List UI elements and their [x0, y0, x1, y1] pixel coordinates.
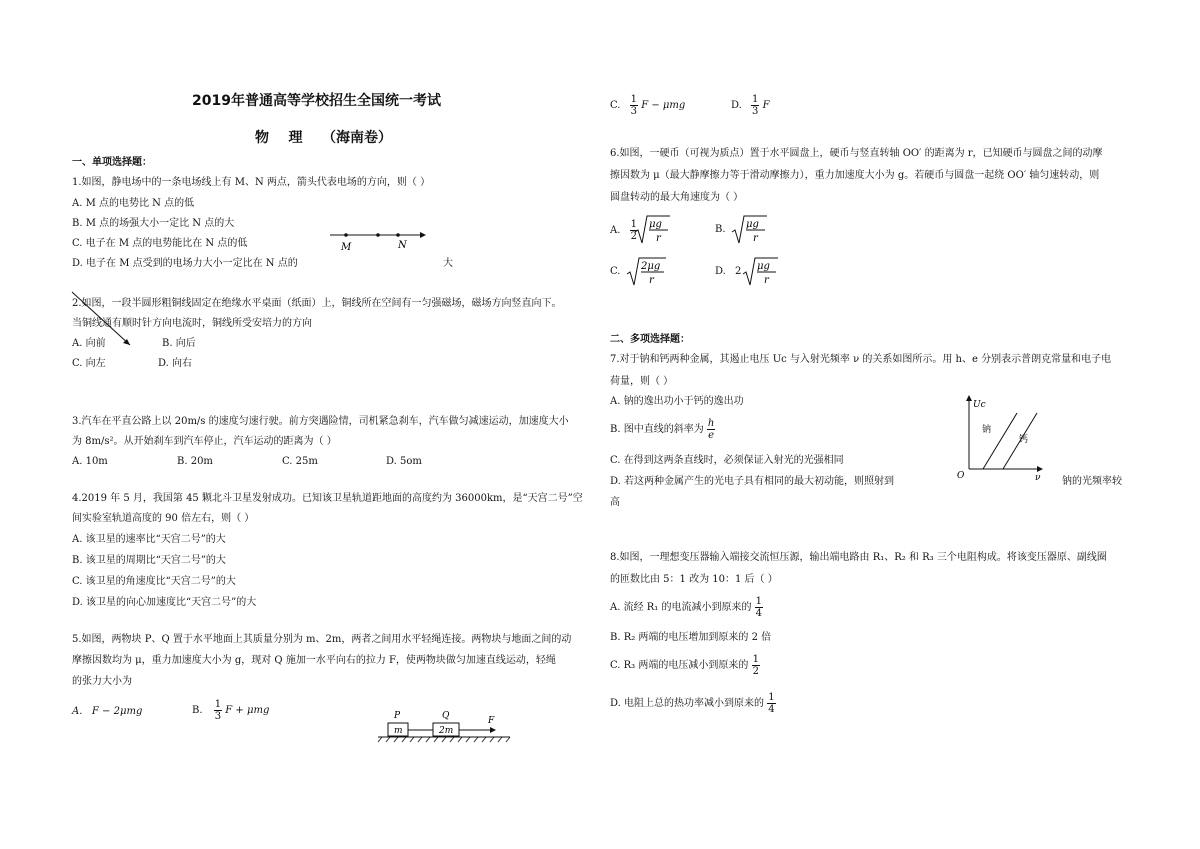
q8-d-num: 1: [768, 692, 775, 703]
q6-stem: 6.如图，一硬币（可视为质点）置于水平圆盘上，硬币与竖直转轴 OO′ 的距离为 r，已知硬币与圆盘之间的动摩: [610, 148, 1103, 159]
q3-option-d: D. 5om: [386, 456, 422, 467]
q1-label-n: N: [398, 240, 407, 251]
q1-option-a: A. M 点的电势比 N 点的低: [72, 198, 195, 209]
q6-d-coef: 2: [735, 266, 742, 277]
q6-stem-2: 擦因数为 μ（最大静摩擦力等于滑动摩擦力），重力加速度大小为 g。若硬币与圆盘一起绕 OO′ 轴匀速转动，则: [610, 170, 1100, 181]
q2-option-b: B. 向后: [162, 338, 196, 349]
q8-option-d: [610, 690, 776, 718]
q7-label-na: 钠: [982, 425, 992, 435]
q7-option-a: A. 钠的逸出功小于钙的逸出功: [610, 396, 744, 407]
q7-stem-2: 荷量，则（ ）: [610, 376, 674, 387]
q5-blocks-figure: [378, 710, 518, 744]
q3-option-b: B. 20m: [177, 456, 213, 467]
q7-graph-figure: [955, 395, 1045, 483]
q5-option-b-fraction: [214, 699, 222, 722]
q1-option-b: B. M 点的场强大小一定比 N 点的大: [72, 218, 235, 229]
q6-stem-3: 圆盘转动的最大角速度为（ ）: [610, 192, 744, 203]
q5-c-den: 3: [630, 106, 638, 117]
q3-option-c: C. 25m: [282, 456, 318, 467]
q5-b-den: 3: [214, 711, 222, 722]
q5-option-d: [731, 92, 770, 120]
q1-stem: 1.如图，静电场中的一条电场线上有 M、N 两点，箭头代表电场的方向，则（ ）: [72, 177, 431, 188]
q2-stem-2: 当铜线通有顺时针方向电流时，铜线所受安培力的方向: [72, 318, 312, 329]
q8-a-den: 4: [755, 608, 763, 619]
q5-option-d-label: D.: [731, 100, 742, 111]
q6-c-2ug: 2μg: [641, 261, 661, 272]
exam-subtitle: 物 理 （海南卷）: [255, 130, 392, 146]
q7-label-o: O: [957, 471, 965, 481]
q5-option-a: A. F − 2μmg: [72, 706, 143, 717]
q7-option-c: C. 在得到这两条直线时，必须保证入射光的光强相同: [610, 455, 844, 466]
q5-stem: 5.如图，两物块 P、Q 置于水平地面上其质量分别为 m、2m，两者之间用水平轻绳连接。两物块与地面之间的动: [72, 634, 572, 645]
q8-c-fraction: [752, 654, 760, 677]
q5-option-d-expr: F: [762, 100, 770, 111]
q5-option-b-expr: F + μmg: [225, 705, 270, 716]
q5-option-c-label: C.: [610, 100, 621, 111]
q4-option-b: B. 该卫星的周期比“天宫二号”的大: [72, 555, 226, 566]
q8-stem: 8.如图，一理想变压器输入端接交流恒压源，输出端电路由 R₁、R₂ 和 R₃ 三个电阻构成。将该变压器原、副线圈: [610, 552, 1107, 563]
q5-option-b: [192, 697, 269, 725]
q6-option-b-radical: [731, 214, 771, 246]
q2-option-a: A. 向前: [72, 338, 106, 349]
q6-option-a-label: A.: [610, 225, 621, 236]
q6-b-ug: μg: [746, 219, 759, 230]
q6-a-coef-num: 1: [630, 219, 637, 230]
q7-b-den: e: [708, 430, 715, 441]
q7-option-d: D. 若这两种金属产生的光电子具有相同的最大初动能，则照射到: [610, 476, 895, 487]
q8-option-b: B. R₂ 两端的电压增加到原来的 2 倍: [610, 632, 772, 643]
q1-label-m: M: [341, 242, 352, 253]
q5-label-f: F: [488, 716, 495, 726]
q5-label-2m: 2m: [439, 726, 454, 736]
q6-c-r: r: [649, 275, 654, 286]
q8-c-den: 2: [752, 666, 759, 677]
q7-axis-uc: Uc: [973, 400, 986, 410]
q5-label-q: Q: [442, 711, 450, 721]
q2-option-d: D. 向右: [158, 358, 193, 369]
section-multi-choice: 二、多项选择题：: [610, 334, 690, 345]
q8-stem-2: 的匝数比由 5：1 改为 10：1 后（ ）: [610, 574, 778, 585]
q8-d-den: 4: [768, 704, 775, 715]
q6-a-r: r: [656, 233, 661, 244]
q5-option-d-fraction: [751, 94, 759, 117]
q4-option-d: D. 该卫星的向心加速度比“天宫二号”的大: [72, 597, 257, 608]
q7-option-d-tail: 钠的光频率较: [1062, 476, 1122, 487]
q6-b-r: r: [753, 233, 758, 244]
q6-option-d-radical: [742, 256, 782, 288]
q6-d-ug: μg: [757, 261, 770, 272]
q6-option-d: [715, 266, 741, 278]
q6-option-c-radical: [626, 256, 670, 288]
q8-option-d-label: D. 电阻上总的热功率减小到原来的: [610, 698, 765, 709]
q5-d-num: 1: [752, 94, 759, 105]
q7-option-d-end: 高: [610, 497, 620, 508]
q5-c-num: 1: [630, 94, 638, 105]
q5-option-c-fraction: [630, 94, 638, 117]
q2-option-c: C. 向左: [72, 358, 106, 369]
q5-option-b-label: B.: [192, 705, 203, 716]
q1-field-line-figure: [328, 226, 428, 254]
q8-a-num: 1: [755, 596, 763, 607]
q7-axis-v: ν: [1035, 473, 1041, 483]
q8-option-c: [610, 652, 760, 680]
q5-stem-2: 摩擦因数均为 μ，重力加速度大小为 g，现对 Q 施加一水平向右的拉力 F，使两物块做匀加速直线运动，轻绳: [72, 655, 556, 666]
q6-option-d-label: D.: [715, 266, 726, 277]
q5-label-m: m: [394, 726, 403, 736]
q7-option-b: [610, 414, 715, 446]
q8-c-num: 1: [752, 654, 759, 665]
q4-option-a: A. 该卫星的速率比“天宫二号”的大: [72, 534, 226, 545]
q1-option-d: D. 电子在 M 点受到的电场力大小一定比在 N 点的: [72, 258, 298, 269]
q8-d-fraction: [767, 692, 775, 715]
q7-b-num: h: [707, 418, 715, 429]
q7-b-fraction: [707, 418, 715, 441]
q5-b-num: 1: [214, 699, 222, 710]
q3-stem-2: 为 8m/s²。从开始刹车到汽车停止，汽车运动的距离为（ ）: [72, 436, 337, 447]
q5-stem-3: 的张力大小为: [72, 676, 132, 687]
q7-option-b-label: B. 图中直线的斜率为: [610, 424, 704, 435]
q2-stem: 2.如图，一段半圆形粗铜线固定在绝缘水平桌面（纸面）上，铜线所在空间有一匀强磁场，磁场方向竖直向下。: [72, 298, 562, 309]
q1-option-c: C. 电子在 M 点的电势能比在 N 点的低: [72, 238, 248, 249]
q4-option-c: C. 该卫星的角速度比“天宫二号”的大: [72, 576, 236, 587]
q5-option-c: [610, 92, 685, 120]
q8-option-a-label: A. 流经 R₁ 的电流减小到原来的: [610, 602, 752, 613]
q4-stem: 4.2019 年 5 月，我国第 45 颗北斗卫星发射成功。已知该卫星轨道距地面的高度约为 36000km，是“天宫二号”空: [72, 493, 583, 504]
q3-stem: 3.汽车在平直公路上以 20m/s 的速度匀速行驶。前方突遇险情，司机紧急刹车，汽车做匀减速运动，加速度大小: [72, 416, 569, 427]
q6-a-coef-den: 2: [630, 231, 637, 242]
q8-option-a: [610, 594, 763, 622]
q5-d-den: 3: [752, 106, 759, 117]
q7-stem: 7.对于钠和钙两种金属，其遏止电压 Uc 与入射光频率 ν 的关系如图所示。用 h、e 分别表示普朗克常量和电子电: [610, 354, 1112, 365]
q5-label-p: P: [394, 711, 401, 721]
q8-a-fraction: [755, 596, 763, 619]
q6-option-c: C.: [610, 266, 621, 277]
q6-d-r: r: [764, 275, 769, 286]
q7-label-ca: 钙: [1019, 435, 1029, 445]
q6-option-a-radical: [634, 214, 674, 246]
q6-option-b: B.: [715, 224, 726, 235]
q1-option-d-tail: 大: [443, 258, 453, 269]
q6-a-ug: μg: [649, 219, 662, 230]
exam-title: 2019年普通高等学校招生全国统一考试: [192, 93, 441, 109]
q5-option-c-expr: F − μmg: [641, 100, 686, 111]
q8-option-c-label: C. R₃ 两端的电压减小到原来的: [610, 660, 749, 671]
section-single-choice: 一、单项选择题：: [72, 157, 152, 168]
q3-option-a: A. 10m: [72, 456, 108, 467]
q4-stem-2: 间实验室轨道高度的 90 倍左右，则（ ）: [72, 513, 255, 524]
